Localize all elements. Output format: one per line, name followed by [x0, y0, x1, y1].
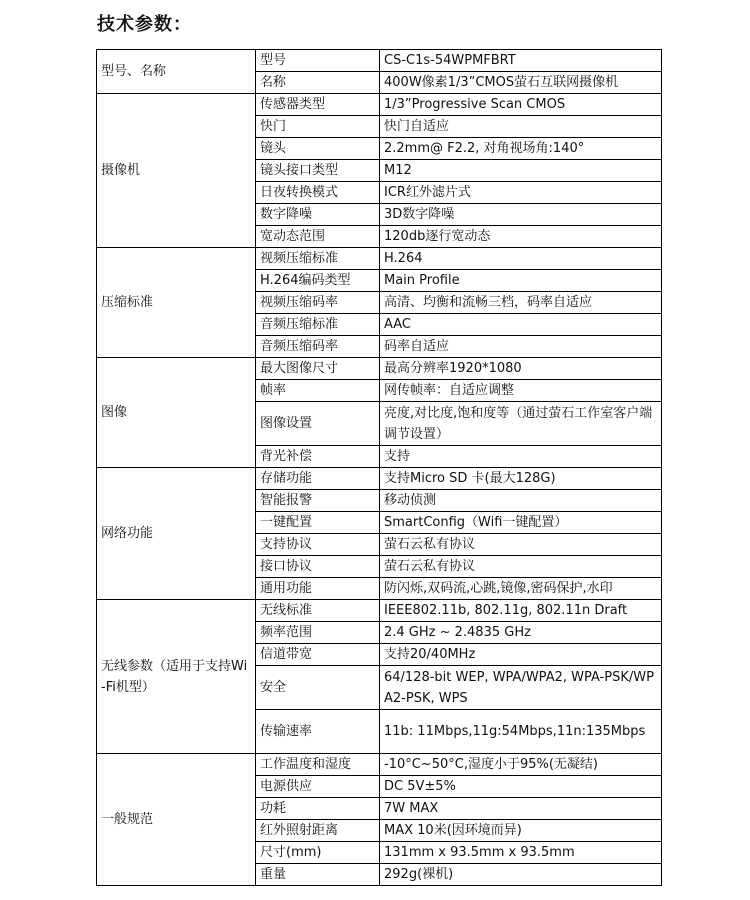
parameter-name-cell: 尺寸(mm)	[256, 842, 380, 864]
parameter-name-cell: 视频压缩码率	[256, 292, 380, 314]
parameter-value-cell: 支持	[380, 446, 662, 468]
parameter-value-cell: -10°C~50°C,湿度小于95%(无凝结)	[380, 754, 662, 776]
parameter-value-cell: Main Profile	[380, 270, 662, 292]
parameter-value-cell: MAX 10米(因环境而异)	[380, 820, 662, 842]
parameter-value-cell: M12	[380, 160, 662, 182]
parameter-value-cell: 64/128-bit WEP, WPA/WPA2, WPA-PSK/WPA2-PSK, WPS	[380, 666, 662, 710]
parameter-name-cell: 传输速率	[256, 710, 380, 754]
parameter-value-cell: SmartConfig（Wifi一键配置）	[380, 512, 662, 534]
category-cell: 图像	[97, 358, 256, 468]
parameter-value-cell: 防闪烁,双码流,心跳,镜像,密码保护,水印	[380, 578, 662, 600]
parameter-value-cell: 3D数字降噪	[380, 204, 662, 226]
parameter-value-cell: 2.4 GHz ~ 2.4835 GHz	[380, 622, 662, 644]
parameter-name-cell: H.264编码类型	[256, 270, 380, 292]
parameter-name-cell: 安全	[256, 666, 380, 710]
parameter-value-cell: 最高分辨率1920*1080	[380, 358, 662, 380]
table-row	[97, 754, 662, 776]
category-cell: 网络功能	[97, 468, 256, 600]
parameter-name-cell: 工作温度和湿度	[256, 754, 380, 776]
category-cell: 型号、名称	[97, 50, 256, 94]
parameter-value-cell: 支持20/40MHz	[380, 644, 662, 666]
category-cell: 压缩标准	[97, 248, 256, 358]
parameter-value-cell: 2.2mm@ F2.2, 对角视场角:140°	[380, 138, 662, 160]
parameter-value-cell: DC 5V±5%	[380, 776, 662, 798]
parameter-name-cell: 音频压缩标准	[256, 314, 380, 336]
parameter-name-cell: 最大图像尺寸	[256, 358, 380, 380]
parameter-value-cell: 11b: 11Mbps,11g:54Mbps,11n:135Mbps	[380, 710, 662, 754]
parameter-value-cell: 亮度,对比度,饱和度等（通过萤石工作室客户端调节设置）	[380, 402, 662, 446]
parameter-value-cell: 萤石云私有协议	[380, 556, 662, 578]
parameter-name-cell: 电源供应	[256, 776, 380, 798]
parameter-value-cell: 高清、均衡和流畅三档，码率自适应	[380, 292, 662, 314]
parameter-name-cell: 快门	[256, 116, 380, 138]
parameter-value-cell: 萤石云私有协议	[380, 534, 662, 556]
parameter-name-cell: 频率范围	[256, 622, 380, 644]
parameter-name-cell: 无线标准	[256, 600, 380, 622]
parameter-name-cell: 图像设置	[256, 402, 380, 446]
parameter-value-cell: 移动侦测	[380, 490, 662, 512]
table-row	[97, 600, 662, 622]
parameter-name-cell: 信道带宽	[256, 644, 380, 666]
parameter-name-cell: 镜头	[256, 138, 380, 160]
parameter-value-cell: IEEE802.11b, 802.11g, 802.11n Draft	[380, 600, 662, 622]
parameter-value-cell: H.264	[380, 248, 662, 270]
parameter-value-cell: 120db逐行宽动态	[380, 226, 662, 248]
parameter-name-cell: 传感器类型	[256, 94, 380, 116]
parameter-value-cell: CS-C1s-54WPMFBRT	[380, 50, 662, 72]
category-cell: 一般规范	[97, 754, 256, 886]
parameter-value-cell: 码率自适应	[380, 336, 662, 358]
parameter-name-cell: 红外照射距离	[256, 820, 380, 842]
parameter-value-cell: ICR红外滤片式	[380, 182, 662, 204]
table-row	[97, 358, 662, 380]
parameter-value-cell: 292g(裸机)	[380, 864, 662, 886]
parameter-name-cell: 型号	[256, 50, 380, 72]
parameter-value-cell: 1/3”Progressive Scan CMOS	[380, 94, 662, 116]
parameter-value-cell: 400W像素1/3”CMOS萤石互联网摄像机	[380, 72, 662, 94]
page-title: 技术参数：	[97, 14, 192, 35]
parameter-name-cell: 背光补偿	[256, 446, 380, 468]
parameter-name-cell: 一键配置	[256, 512, 380, 534]
parameter-name-cell: 支持协议	[256, 534, 380, 556]
category-cell: 摄像机	[97, 94, 256, 248]
parameter-name-cell: 视频压缩标准	[256, 248, 380, 270]
parameter-name-cell: 音频压缩码率	[256, 336, 380, 358]
parameter-value-cell: 快门自适应	[380, 116, 662, 138]
parameter-name-cell: 重量	[256, 864, 380, 886]
table-row	[97, 468, 662, 490]
table-row	[97, 248, 662, 270]
parameter-value-cell: 131mm x 93.5mm x 93.5mm	[380, 842, 662, 864]
parameter-value-cell: 7W MAX	[380, 798, 662, 820]
parameter-value-cell: AAC	[380, 314, 662, 336]
table-row	[97, 94, 662, 116]
parameter-name-cell: 功耗	[256, 798, 380, 820]
parameter-name-cell: 名称	[256, 72, 380, 94]
category-cell: 无线参数（适用于支持Wi-Fi机型）	[97, 600, 256, 754]
parameter-name-cell: 数字降噪	[256, 204, 380, 226]
spec-table	[96, 49, 662, 886]
parameter-name-cell: 宽动态范围	[256, 226, 380, 248]
parameter-name-cell: 镜头接口类型	[256, 160, 380, 182]
parameter-name-cell: 存储功能	[256, 468, 380, 490]
parameter-name-cell: 帧率	[256, 380, 380, 402]
parameter-name-cell: 日夜转换模式	[256, 182, 380, 204]
parameter-value-cell: 支持Micro SD 卡(最大128G)	[380, 468, 662, 490]
parameter-name-cell: 接口协议	[256, 556, 380, 578]
table-row	[97, 50, 662, 72]
parameter-value-cell: 网传帧率：自适应调整	[380, 380, 662, 402]
parameter-name-cell: 通用功能	[256, 578, 380, 600]
parameter-name-cell: 智能报警	[256, 490, 380, 512]
